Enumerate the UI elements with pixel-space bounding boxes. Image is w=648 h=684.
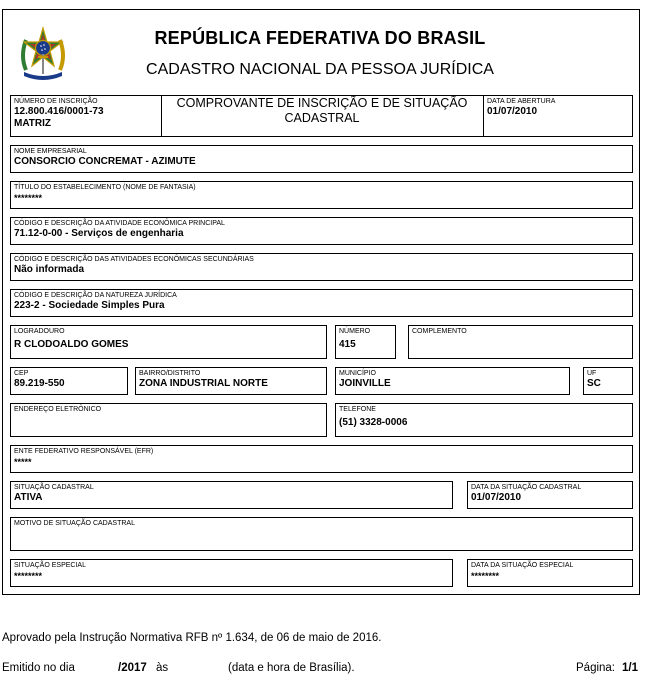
pagina-label: Página: bbox=[576, 662, 616, 674]
header-title: REPÚBLICA FEDERATIVA DO BRASIL bbox=[154, 28, 486, 48]
telefone-value: (51) 3328-0006 bbox=[339, 417, 408, 428]
situacao-cadastral-box bbox=[10, 481, 453, 509]
cep-box bbox=[10, 367, 128, 395]
numero-inscricao-value: 12.800.416/0001-73 bbox=[14, 106, 104, 117]
uf-box bbox=[583, 367, 633, 395]
municipio-label: MUNICÍPIO bbox=[339, 370, 376, 377]
matriz-value: MATRIZ bbox=[14, 118, 52, 129]
situacao-especial-label: SITUAÇÃO ESPECIAL bbox=[14, 562, 86, 569]
telefone-box bbox=[335, 403, 633, 437]
nome-empresarial-value: CONSORCIO CONCREMAT - AZIMUTE bbox=[14, 156, 196, 167]
emitido-year: /2017 bbox=[118, 662, 147, 674]
natureza-juridica-value: 223-2 - Sociedade Simples Pura bbox=[14, 300, 165, 311]
titulo-estabelecimento-box bbox=[10, 181, 633, 209]
efr-label: ENTE FEDERATIVO RESPONSÁVEL (EFR) bbox=[14, 448, 154, 455]
emitido-suffix: (data e hora de Brasília). bbox=[228, 662, 355, 674]
atividade-principal-label: CÓDIGO E DESCRIÇÃO DA ATIVIDADE ECONÔMICA PRINCIPAL bbox=[14, 220, 225, 227]
data-situacao-especial-value: ******** bbox=[471, 571, 500, 581]
situacao-cadastral-value: ATIVA bbox=[14, 492, 43, 503]
natureza-juridica-box bbox=[10, 289, 633, 317]
numero-value: 415 bbox=[339, 339, 356, 350]
brasao-republica-icon bbox=[18, 26, 68, 80]
emitido-prefix: Emitido no dia bbox=[2, 662, 75, 674]
uf-value: SC bbox=[587, 378, 601, 389]
logradouro-value: R CLODOALDO GOMES bbox=[14, 339, 129, 350]
header-subtitle: CADASTRO NACIONAL DA PESSOA JURÍDICA bbox=[146, 61, 494, 78]
complemento-label: COMPLEMENTO bbox=[412, 328, 467, 335]
nome-empresarial-box bbox=[10, 145, 633, 173]
atividades-secundarias-box bbox=[10, 253, 633, 281]
titulo-estabelecimento-label: TÍTULO DO ESTABELECIMENTO (NOME DE FANTASIA) bbox=[14, 184, 196, 191]
bairro-value: ZONA INDUSTRIAL NORTE bbox=[139, 378, 268, 389]
municipio-value: JOINVILLE bbox=[339, 378, 391, 389]
logradouro-box bbox=[10, 325, 327, 359]
endereco-eletronico-label: ENDEREÇO ELETRÔNICO bbox=[14, 406, 102, 413]
complemento-box bbox=[408, 325, 633, 359]
atividades-secundarias-value: Não informada bbox=[14, 264, 85, 275]
doc-title: COMPROVANTE DE INSCRIÇÃO E DE SITUAÇÃO CADASTRAL bbox=[176, 96, 468, 125]
data-abertura-value: 01/07/2010 bbox=[487, 106, 538, 117]
titulo-estabelecimento-value: ******** bbox=[14, 193, 43, 203]
situacao-especial-value: ******** bbox=[14, 571, 43, 581]
numero-inscricao-label: NÚMERO DE INSCRIÇÃO bbox=[14, 98, 98, 105]
municipio-box bbox=[335, 367, 570, 395]
data-situacao-cadastral-box bbox=[467, 481, 633, 509]
data-situacao-cadastral-label: DATA DA SITUAÇÃO CADASTRAL bbox=[471, 484, 582, 491]
data-situacao-cadastral-value: 01/07/2010 bbox=[471, 492, 522, 503]
telefone-label: TELEFONE bbox=[339, 406, 376, 413]
data-abertura-label: DATA DE ABERTURA bbox=[487, 98, 556, 105]
motivo-situacao-box bbox=[10, 517, 633, 551]
natureza-juridica-label: CÓDIGO E DESCRIÇÃO DA NATUREZA JURÍDICA bbox=[14, 292, 177, 299]
situacao-cadastral-label: SITUAÇÃO CADASTRAL bbox=[14, 484, 94, 491]
emitido-as: às bbox=[156, 662, 169, 674]
numero-inscricao-box bbox=[10, 95, 162, 137]
atividade-principal-box bbox=[10, 217, 633, 245]
bairro-label: BAIRRO/DISTRITO bbox=[139, 370, 201, 377]
atividades-secundarias-label: CÓDIGO E DESCRIÇÃO DAS ATIVIDADES ECONÔMICAS SECUNDÁRIAS bbox=[14, 256, 254, 263]
bairro-box bbox=[135, 367, 327, 395]
efr-value: ***** bbox=[14, 457, 32, 467]
data-abertura-box bbox=[483, 95, 633, 137]
numero-box bbox=[335, 325, 396, 359]
data-situacao-especial-label: DATA DA SITUAÇÃO ESPECIAL bbox=[471, 562, 574, 569]
efr-box bbox=[10, 445, 633, 473]
pagina-value: 1/1 bbox=[622, 662, 638, 674]
logradouro-label: LOGRADOURO bbox=[14, 328, 65, 335]
atividade-principal-value: 71.12-0-00 - Serviços de engenharia bbox=[14, 228, 184, 239]
aprovado-text: Aprovado pela Instrução Normativa RFB nº 1.634, de 06 de maio de 2016. bbox=[2, 632, 382, 644]
endereco-eletronico-box bbox=[10, 403, 327, 437]
nome-empresarial-label: NOME EMPRESARIAL bbox=[14, 148, 87, 155]
situacao-especial-box bbox=[10, 559, 453, 587]
numero-label: NÚMERO bbox=[339, 328, 371, 335]
cep-label: CEP bbox=[14, 370, 29, 377]
motivo-situacao-label: MOTIVO DE SITUAÇÃO CADASTRAL bbox=[14, 520, 135, 527]
cep-value: 89.219-550 bbox=[14, 378, 65, 389]
data-situacao-especial-box bbox=[467, 559, 633, 587]
uf-label: UF bbox=[587, 370, 597, 377]
